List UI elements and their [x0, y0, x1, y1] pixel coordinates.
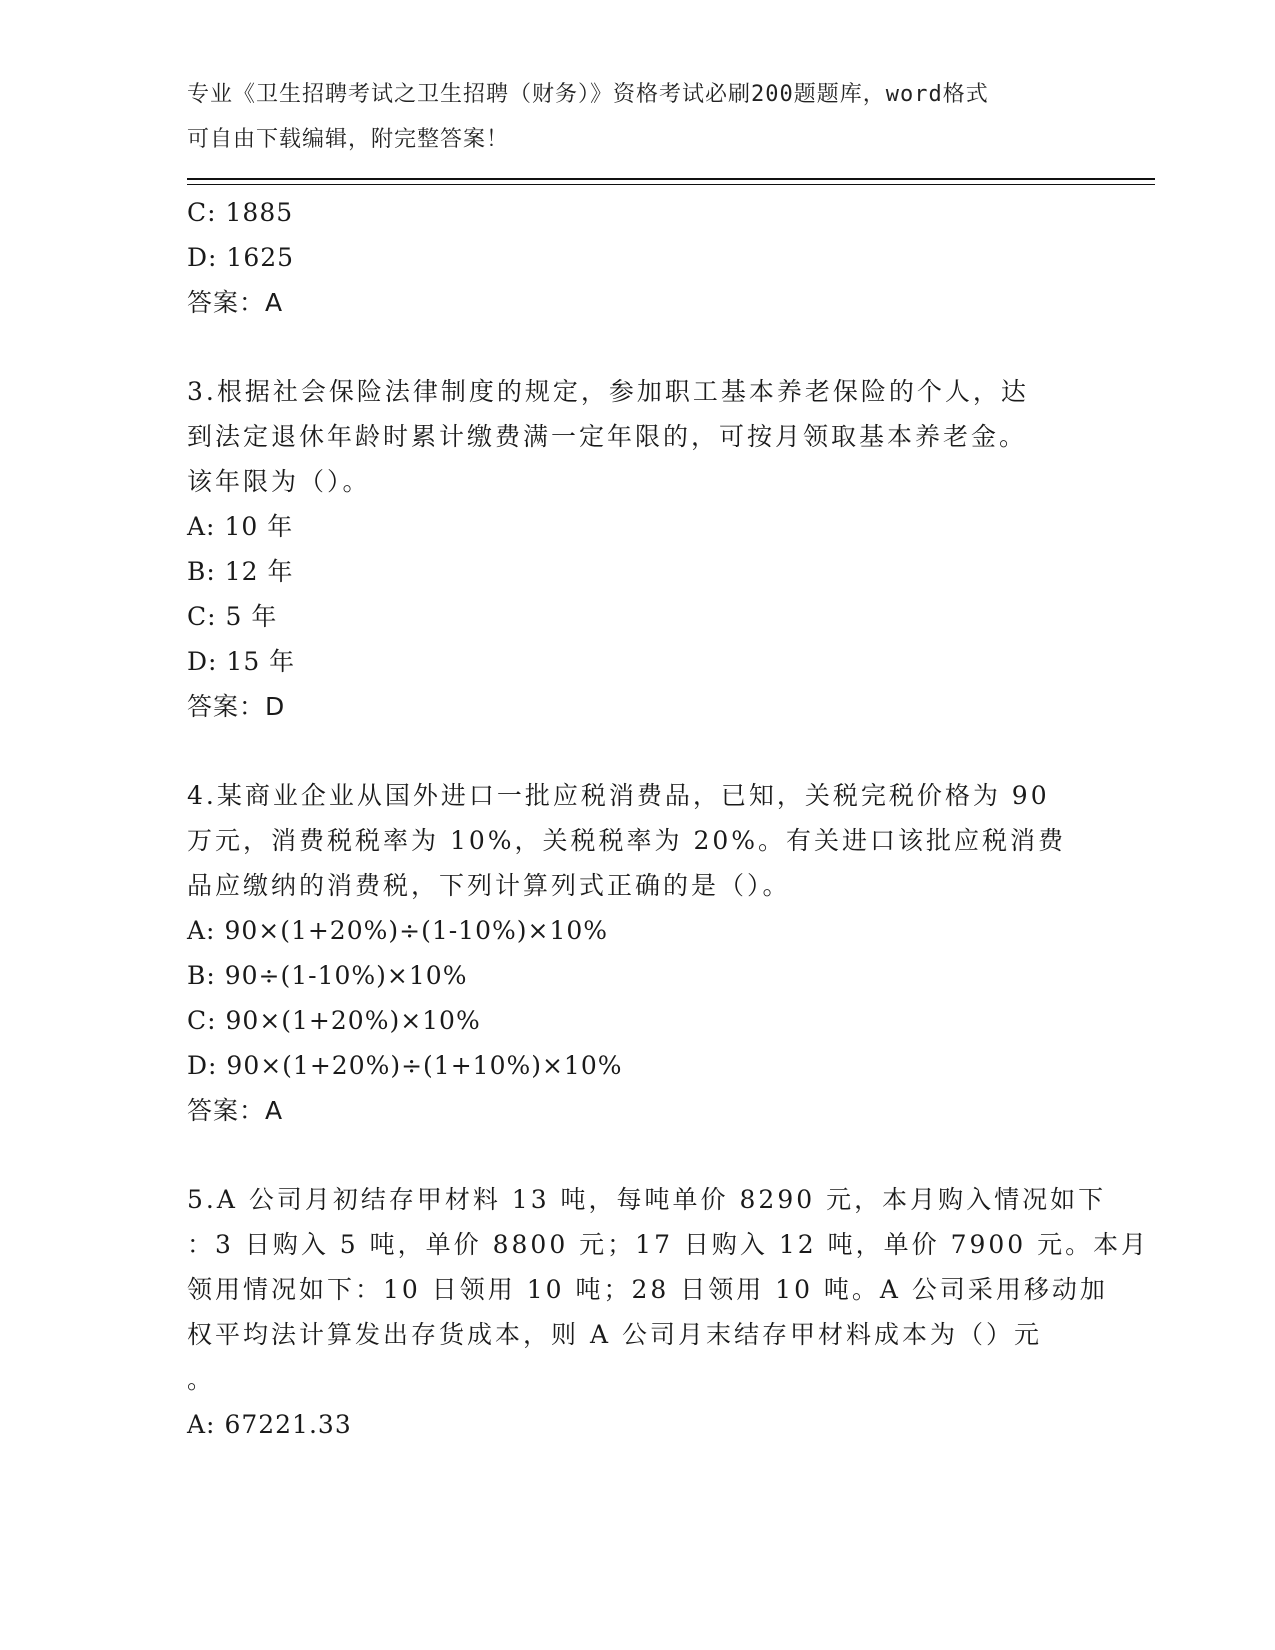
question-text-line: ：3 日购入 5 吨，单价 8800 元；17 日购入 12 吨，单价 7900 元。本月: [187, 1230, 1150, 1259]
option-b: B: 12 年: [187, 557, 294, 586]
question-text-line: 4.某商业企业从国外进口一批应税消费品，已知，关税完税价格为 90: [187, 781, 1050, 810]
option-a: A: 10 年: [187, 512, 294, 541]
question-4: [187, 773, 1087, 1133]
option-a: A: 90×(1+20%)÷(1-10%)×10%: [187, 916, 609, 945]
document-body: [187, 190, 1150, 1447]
question-text-line: 品应缴纳的消费税，下列计算列式正确的是（）。: [187, 871, 791, 900]
header-line-2: 可自由下载编辑，附完整答案！: [187, 127, 510, 152]
question-text-line: 。: [187, 1365, 216, 1394]
answer-line: 答案：A: [187, 288, 284, 317]
option-d: D: 1625: [187, 243, 295, 272]
header-divider-thick: [187, 178, 1155, 180]
question-text-line: 3.根据社会保险法律制度的规定，参加职工基本养老保险的个人，达: [187, 377, 1029, 406]
option-a: A: 67221.33: [187, 1410, 352, 1439]
option-c: C: 90×(1+20%)×10%: [187, 1006, 481, 1035]
question-text-line: 万元，消费税税率为 10%，关税税率为 20%。有关进口该批应税消费: [187, 826, 1067, 855]
question-text-line: 权平均法计算发出存货成本，则 A 公司月末结存甲材料成本为（）元: [187, 1320, 1042, 1349]
question-2-tail: [187, 190, 1087, 325]
option-c: C: 1885: [187, 198, 294, 227]
header-divider-thin: [187, 184, 1155, 185]
answer-line: 答案：D: [187, 692, 286, 721]
question-text-line: 领用情况如下：10 日领用 10 吨；28 日领用 10 吨。A 公司采用移动加: [187, 1275, 1108, 1304]
option-d: D: 90×(1+20%)÷(1+10%)×10%: [187, 1051, 623, 1080]
question-text-line: 5.A 公司月初结存甲材料 13 吨，每吨单价 8290 元，本月购入情况如下: [187, 1185, 1107, 1214]
question-text-line: 到法定退休年龄时累计缴费满一定年限的，可按月领取基本养老金。: [187, 422, 1028, 451]
answer-line: 答案：A: [187, 1096, 284, 1125]
question-5: [187, 1177, 1150, 1447]
option-b: B: 90÷(1-10%)×10%: [187, 961, 468, 990]
option-d: D: 15 年: [187, 647, 296, 676]
question-3: [187, 369, 1087, 729]
header-line-1: 专业《卫生招聘考试之卫生招聘（财务）》资格考试必刷200题题库，word格式: [187, 82, 989, 107]
question-text-line: 该年限为（）。: [187, 467, 371, 496]
option-c: C: 5 年: [187, 602, 278, 631]
document-header: [187, 72, 1067, 162]
